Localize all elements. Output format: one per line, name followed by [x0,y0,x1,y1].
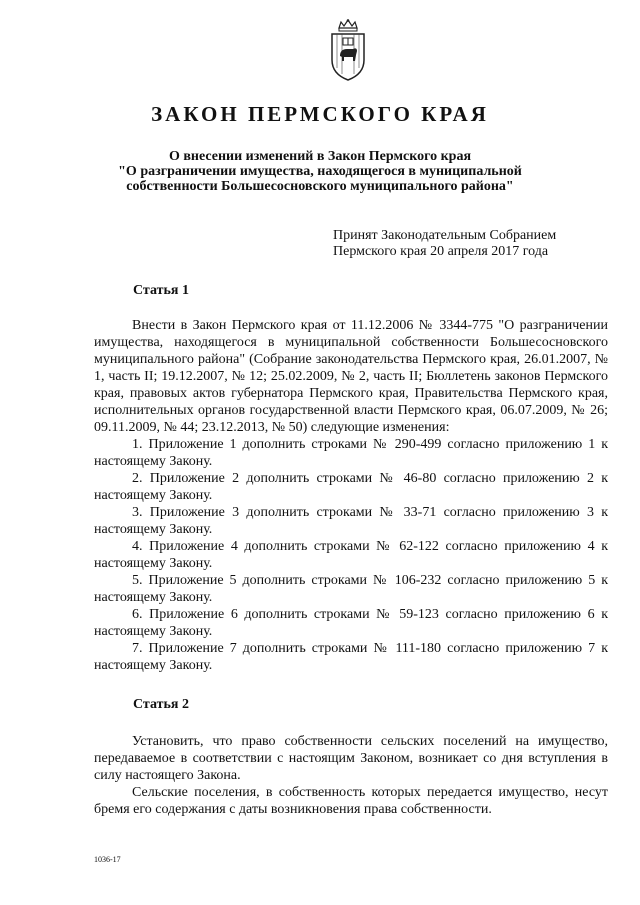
subtitle-line-2: "О разграничении имущества, находящегося в муниципальной [118,164,522,179]
article-2-heading: Статья 2 [133,697,189,712]
article-2-paragraph-1: Установить, что право собственности сельских поселений на имущество, передаваемое в соответствии с настоящим Законом, возникает со дня вступления в силу настоящего Закона. [94,734,608,783]
law-title: ЗАКОН ПЕРМСКОГО КРАЯ [151,102,489,126]
coat-of-arms-icon [327,18,369,82]
article-1-item-3: 3. Приложение 3 дополнить строками № 33-71 согласно приложению 3 к настоящему Закону. [94,505,608,537]
article-1-item-5: 5. Приложение 5 дополнить строками № 106-232 согласно приложению 5 к настоящему Закону. [94,573,608,605]
article-1-intro: Внести в Закон Пермского края от 11.12.2006 № 3344-775 "О разграничении имущества, находящегося в муниципальной собственности Большесосновского муниципального района" (Собрание законодательства Пермского края, 26.01.2007, № 1, часть II; 19.12.2007, № 12; 25.02.2009, № 2, часть II; Бюллетень законов Пермского края, правовых актов губернатора Пермского края, Правительства Пермского края, исполнительных органов государственной власти Пермского края, 06.07.2009, № 26; 09.11.2009, № 44; 23.12.2013, № 50) следующие изменения: [94,318,608,435]
article-2-body [94,733,608,818]
article-1-heading: Статья 1 [133,283,189,298]
article-1-item-2: 2. Приложение 2 дополнить строками № 46-80 согласно приложению 2 к настоящему Закону. [94,471,608,503]
article-2-paragraph-2: Сельские поселения, в собственность которых передается имущество, несут бремя его содержания с даты возникновения права собственности. [94,785,608,817]
article-1-item-6: 6. Приложение 6 дополнить строками № 59-123 согласно приложению 6 к настоящему Закону. [94,607,608,639]
adoption-line-2: Пермского края 20 апреля 2017 года [333,244,549,259]
article-1-body [94,317,608,674]
adoption-note [333,228,603,260]
subtitle-line-1: О внесении изменений в Закон Пермского края [168,149,472,164]
adoption-line-1: Принят Законодательным Собранием [333,228,557,243]
article-1-item-4: 4. Приложение 4 дополнить строками № 62-122 согласно приложению 4 к настоящему Закону. [94,539,608,571]
law-subtitle [80,149,560,194]
article-1-item-7: 7. Приложение 7 дополнить строками № 111-180 согласно приложению 7 к настоящему Закону. [94,641,608,673]
subtitle-line-3: собственности Большесосновского муниципального района" [126,179,514,194]
document-code: 1036-17 [94,855,121,864]
article-1-item-1: 1. Приложение 1 дополнить строками № 290-499 согласно приложению 1 к настоящему Закону. [94,437,608,469]
